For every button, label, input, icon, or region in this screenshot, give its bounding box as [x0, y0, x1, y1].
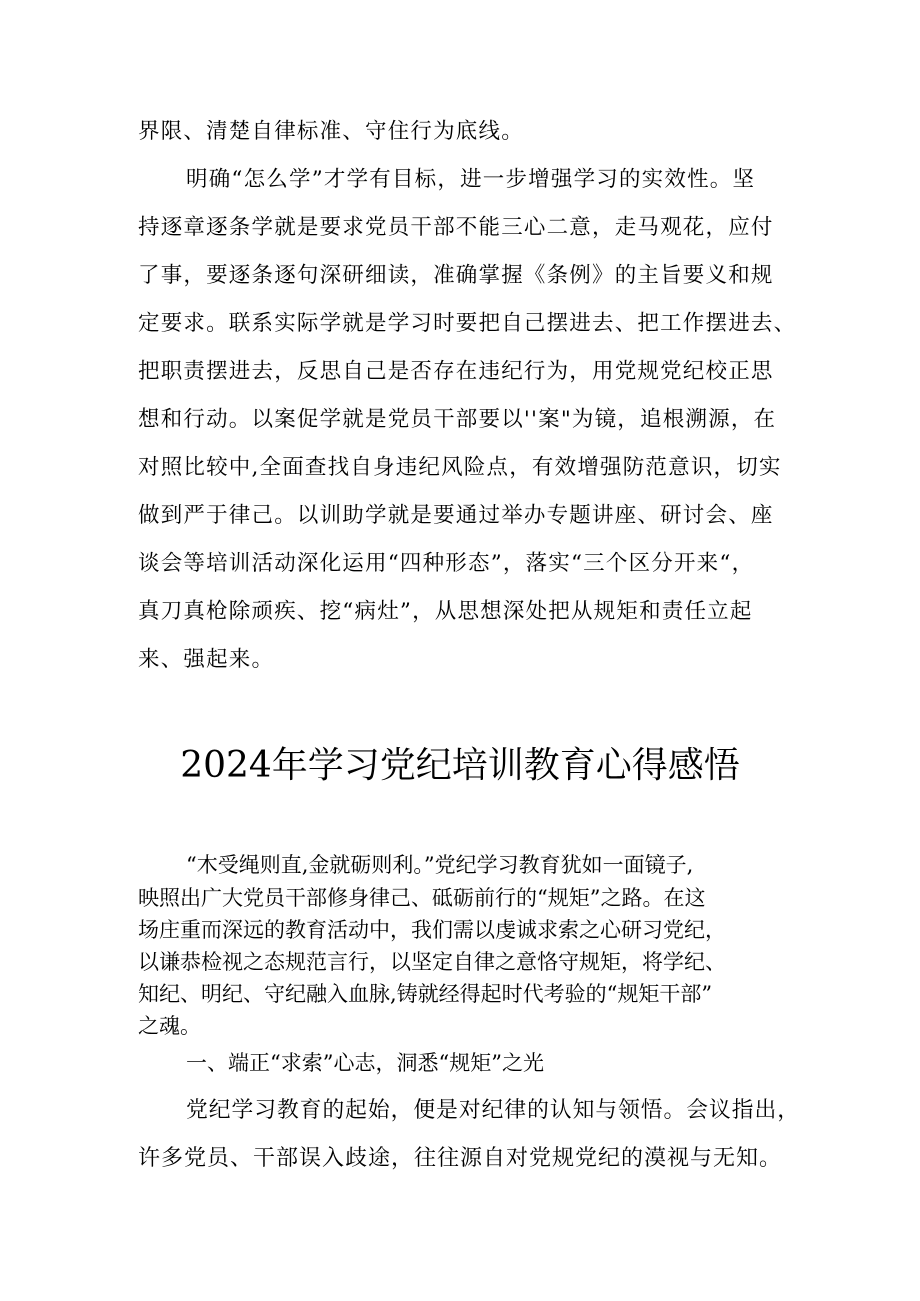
paragraph-line: 做到严于律己。以训助学就是要通过举办专题讲座、研讨会、座: [138, 503, 774, 528]
paragraph-line: 来、强起来。: [138, 647, 275, 672]
paragraph-line: 明确“怎么学”才学有目标，进一步增强学习的实效性。坚: [186, 167, 756, 192]
intro-line: 场庄重而深远的教育活动中，我们需以虔诚求索之心研习党纪，: [138, 918, 726, 942]
intro-line: 以谦恭检视之态规范言行，以坚定自律之意恪守规矩，将学纪、: [138, 950, 726, 974]
section-line: 许多党员、干部误入歧途，往往源自对党规党纪的漠视与无知。: [138, 1146, 783, 1171]
paragraph-line: 把职责摆进去，反思自己是否存在违纪行为，用党规党纪校正思: [138, 359, 774, 384]
continuation-line: 界限、清楚自律标准、守住行为底线。: [138, 119, 524, 144]
section-line: 党纪学习教育的起始，便是对纪律的认知与领悟。会议指出，: [186, 1098, 800, 1123]
paragraph-line: 持逐章逐条学就是要求党员干部不能三心二意，走马观花，应付: [138, 215, 774, 240]
paragraph-line: 谈会等培训活动深化运用“四种形态”，落实“三个区分开来“，: [138, 551, 755, 576]
paragraph-line: 对照比较中,全面查找自身违纪风险点，有效增强防范意识，切实: [138, 455, 782, 480]
intro-line: 知纪、明纪、守纪融入血脉,铸就经得起时代考验的“规矩干部”: [138, 982, 713, 1006]
intro-line: 之魂。: [138, 1014, 201, 1038]
paragraph-line: 想和行动。以案促学就是党员干部要以''案"为镜，追根溯源，在: [138, 407, 777, 432]
article-title: 2024年学习党纪培训教育心得感悟: [180, 745, 740, 786]
intro-line: “木受绳则直,金就砺则利。”党纪学习教育犹如一面镜子,: [186, 853, 694, 877]
intro-line: 映照出广大党员干部修身律己、砥砺前行的“规矩”之路。在这: [138, 886, 706, 910]
section-heading: 一、端正“求索”心志，洞悉“规矩”之光: [186, 1051, 544, 1075]
paragraph-line: 了事，要逐条逐句深研细读，准确掌握《条例》的主旨要义和规: [138, 263, 774, 288]
paragraph-line: 真刀真枪除顽疾、挖“病灶”，从思想深处把从规矩和责任立起: [138, 599, 753, 624]
paragraph-line: 定要求。联系实际学就是学习时要把自己摆进去、把工作摆进去、: [138, 311, 797, 336]
